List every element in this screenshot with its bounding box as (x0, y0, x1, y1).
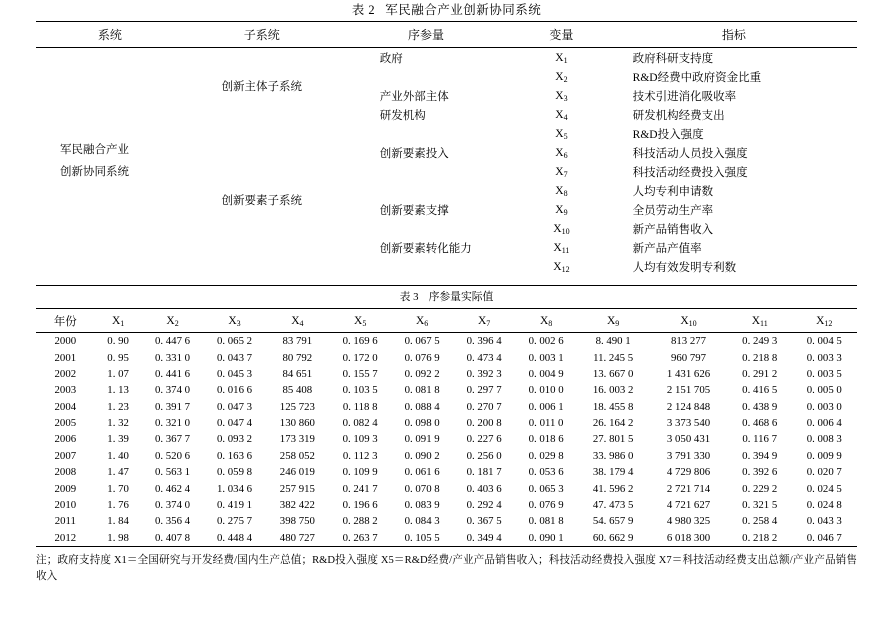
table3-col-x11: $X_{11}$ (751, 315, 768, 328)
table3-cell: 0. 118 8 (342, 400, 378, 413)
table3-cell: 0. 092 2 (404, 367, 440, 380)
table3-cell: 13. 667 0 (592, 367, 634, 380)
table2-indicator-cell: 人均专利申请数 (632, 185, 714, 198)
table3-cell: 80 792 (282, 351, 313, 364)
table3-cell: 0. 076 9 (404, 351, 440, 364)
table2-body (36, 48, 857, 277)
table3-cell-year: 2000 (54, 335, 77, 348)
table3-cell: 398 750 (279, 515, 315, 528)
table3-cell: 960 797 (670, 351, 707, 364)
table3-cell: 0. 024 5 (806, 482, 842, 495)
table3-col-x3: $X_3$ (228, 315, 241, 328)
table3-cell: 0. 005 0 (806, 384, 842, 397)
table2-indicator-cell: 人均有效发明专利数 (632, 261, 737, 274)
table3-cell: 0. 392 3 (466, 367, 502, 380)
table3-cell: 0. 172 0 (342, 351, 378, 364)
table3-container (0, 285, 893, 547)
table3-cell: 0. 297 7 (466, 384, 502, 397)
table3-cell: 3 373 540 (666, 417, 711, 430)
table3-cell-year: 2009 (54, 482, 77, 495)
table3-caption-number: 表 3 (399, 291, 419, 303)
table3-cell: 0. 046 7 (806, 531, 842, 544)
table3-cell: 6 018 300 (666, 531, 711, 544)
table3-cell: 0. 045 3 (216, 367, 253, 380)
table3-cell: 0. 258 4 (742, 515, 778, 528)
table3-cell: 33. 986 0 (592, 449, 634, 462)
table3-cell: 0. 441 6 (154, 367, 191, 380)
table3-cell: 0. 003 0 (806, 400, 842, 413)
table2-caption (36, 0, 857, 18)
table3-cell: 1. 07 (107, 367, 129, 380)
table2-variable-cell: $X_4$ (555, 108, 568, 122)
table3-cell: 0. 200 8 (466, 417, 502, 430)
table3-cell: 1. 32 (107, 417, 129, 430)
table3-row (36, 349, 857, 365)
table3-cell: 1. 40 (107, 449, 129, 462)
table3-cell: 3 050 431 (666, 433, 711, 446)
table3-cell: 0. 218 8 (742, 351, 778, 364)
table2-variable-cell: $X_{11}$ (553, 241, 570, 255)
table3-cell: 0. 002 6 (528, 335, 564, 348)
table2-variable-cell: $X_{12}$ (553, 260, 570, 274)
table2-row (36, 48, 857, 68)
table3-cell-year: 2008 (54, 466, 77, 479)
table3-row (36, 480, 857, 496)
table3-cell: 0. 249 3 (742, 335, 778, 348)
table3-cell: 0. 419 1 (216, 498, 253, 511)
table3-cell-year: 2002 (54, 367, 77, 380)
table3-cell: 1 431 626 (666, 367, 711, 380)
table3-cell: 0. 081 8 (404, 384, 440, 397)
table3-cell: 0. 229 2 (742, 482, 778, 495)
table3-cell: 0. 356 4 (154, 515, 191, 528)
table3-caption (36, 286, 857, 309)
table3-cell-year: 2011 (54, 515, 76, 528)
table2-indicator-cell: 新产品销售收入 (632, 223, 714, 236)
table2-order-cell: 研发机构 (379, 109, 426, 122)
table3-cell: 18. 455 8 (592, 400, 634, 413)
table3-cell: 0. 270 7 (466, 400, 502, 413)
table3-cell-year: 2007 (54, 449, 77, 462)
table3-col-x9: $X_9$ (606, 315, 620, 328)
table3-row (36, 415, 857, 431)
table2-system-cell (36, 48, 184, 277)
table3-col-year: 年份 (53, 316, 77, 328)
table3-cell: 1. 23 (107, 400, 129, 413)
table3-cell: 0. 043 7 (216, 351, 253, 364)
table2-variable-cell: $X_3$ (555, 89, 568, 103)
table2-order-cell: 产业外部主体 (379, 90, 449, 103)
table3-cell: 0. 091 9 (404, 433, 440, 446)
table3-cell: 0. 003 1 (528, 351, 564, 364)
table3-cell: 0. 116 7 (742, 433, 778, 446)
table3-cell: 0. 061 6 (404, 466, 440, 479)
table3-row (36, 497, 857, 513)
table2-order-cell (340, 181, 512, 200)
table2-system-line2: 创新协同系统 (60, 166, 129, 178)
table3-cell: 26. 164 2 (592, 417, 634, 430)
table3-cell: 246 019 (279, 466, 315, 479)
table3-cell: 480 727 (279, 531, 315, 544)
table3-col-x7: $X_7$ (477, 315, 491, 328)
table2-order-cell (340, 257, 512, 276)
table3-row (36, 333, 857, 350)
table3-cell: 27. 801 5 (592, 433, 634, 446)
table3-cell: 0. 275 7 (216, 515, 253, 528)
table2-col-order-param: 序参量 (407, 28, 444, 42)
table2-caption-number: 表 2 (351, 3, 376, 17)
table3-cell: 0. 407 8 (154, 531, 191, 544)
table3-cell: 47. 473 5 (592, 498, 634, 511)
table3-cell: 173 319 (279, 433, 315, 446)
table3-cell: 0. 004 5 (806, 335, 842, 348)
table2-container (0, 0, 893, 276)
table2-indicator-cell: 新产品产值率 (632, 242, 702, 255)
table2-order-cell (340, 219, 512, 238)
table3-cell: 2 151 705 (666, 384, 711, 397)
table2-order-cell: 创新要素转化能力 (379, 242, 472, 255)
table3-row (36, 366, 857, 382)
table3-row (36, 399, 857, 415)
table3-cell-year: 2005 (54, 417, 77, 430)
table3-cell: 0. 047 4 (216, 417, 253, 430)
table3-cell: 0. 088 4 (404, 400, 440, 413)
table3-cell: 0. 006 4 (806, 417, 842, 430)
table3-cell: 83 791 (282, 335, 313, 348)
table3-cell: 0. 391 7 (154, 400, 191, 413)
table3-row (36, 464, 857, 480)
table2-order-cell (340, 162, 512, 181)
table3-cell: 54. 657 9 (592, 515, 634, 528)
table2-variable-cell: $X_6$ (555, 146, 568, 160)
table3-cell: 0. 416 5 (742, 384, 778, 397)
table2-indicator-cell: R&D经费中政府资金比重 (632, 71, 762, 84)
table3-cell: 1. 034 6 (216, 482, 253, 495)
table3-cell: 0. 292 4 (466, 498, 502, 511)
table3-cell: 0. 462 4 (154, 482, 191, 495)
table2-order-cell: 创新要素投入 (379, 147, 449, 160)
table2-indicator-cell: 全员劳动生产率 (632, 204, 714, 217)
table3-cell-year: 2004 (54, 400, 77, 413)
table3-cell: 2 124 848 (666, 400, 711, 413)
table3-cell: 0. 016 6 (216, 384, 253, 397)
table3-cell: 0. 029 8 (528, 449, 564, 462)
table3-col-x8: $X_8$ (539, 315, 553, 328)
table3-cell: 0. 065 2 (216, 335, 253, 348)
table3-row (36, 431, 857, 447)
table3-col-x4: $X_4$ (291, 315, 304, 328)
table2-col-variable: 变量 (549, 28, 574, 42)
table3-cell: 0. 109 3 (342, 433, 378, 446)
table3-cell: 0. 367 5 (466, 515, 502, 528)
table3-cell: 0. 059 8 (216, 466, 253, 479)
table3-cell: 0. 263 7 (342, 531, 378, 544)
table2-indicator-cell: 研发机构经费支出 (632, 109, 725, 122)
table3-cell: 0. 468 6 (742, 417, 778, 430)
table2-indicator-cell: 科技活动经费投入强度 (632, 166, 748, 179)
table3-cell: 0. 155 7 (342, 367, 378, 380)
table2-order-cell (340, 124, 512, 143)
table3-cell: 1. 70 (107, 482, 129, 495)
table3-cell: 0. 067 5 (404, 335, 440, 348)
table3-cell: 0. 010 0 (528, 384, 564, 397)
table3-header-row (36, 309, 857, 333)
table2-variable-cell: $X_2$ (555, 70, 568, 84)
table3-cell: 0. 083 9 (404, 498, 440, 511)
table3-cell: 0. 004 9 (528, 367, 564, 380)
table3-caption-row (36, 286, 857, 309)
table3-cell: 0. 288 2 (342, 515, 378, 528)
table3-cell: 0. 018 6 (528, 433, 564, 446)
table3-cell: 84 651 (282, 367, 313, 380)
table3-cell: 0. 394 9 (742, 449, 778, 462)
table3-cell: 0. 081 8 (528, 515, 564, 528)
table2-variable-cell: $X_5$ (555, 127, 568, 141)
table3-cell: 0. 321 0 (154, 417, 191, 430)
table3-cell: 0. 256 0 (466, 449, 502, 462)
table3-cell: 3 791 330 (666, 449, 711, 462)
table3-cell: 0. 367 7 (154, 433, 191, 446)
table2-indicator-cell: 政府科研支持度 (632, 52, 714, 65)
table3-cell: 0. 082 4 (342, 417, 378, 430)
table3-cell: 41. 596 2 (592, 482, 634, 495)
table3-cell: 0. 403 6 (466, 482, 502, 495)
table3-cell: 11. 245 5 (593, 351, 634, 364)
table3-cell: 0. 163 6 (216, 449, 253, 462)
table2-header-row (36, 22, 857, 48)
table3-col-x2: $X_2$ (166, 315, 179, 328)
table3-cell: 0. 020 7 (806, 466, 842, 479)
table3-cell: 2 721 714 (666, 482, 711, 495)
table3-cell: 0. 349 4 (466, 531, 502, 544)
table2-variable-cell: $X_9$ (555, 203, 568, 217)
table3-cell: 125 723 (279, 400, 315, 413)
table2 (36, 21, 857, 276)
table-note: 注；政府支持度 X1＝全国研究与开发经费/国内生产总值；R&D投入强度 X5＝R&D经费/产业产品销售收入；科技活动经费投入强度 X7＝科技活动经费支出总额/产业产品销售收入 (36, 554, 857, 583)
table3-cell-year: 2001 (54, 351, 77, 364)
table3-cell: 0. 103 5 (342, 384, 378, 397)
table2-indicator-cell: 技术引进消化吸收率 (632, 90, 737, 103)
table2-order-cell: 创新要素支撑 (379, 204, 449, 217)
table3-cell: 257 915 (279, 482, 315, 495)
table3-cell: 0. 011 0 (528, 417, 564, 430)
table3-cell-year: 2012 (54, 531, 77, 544)
table3-cell: 0. 374 0 (154, 498, 191, 511)
table3-cell: 4 721 627 (666, 498, 711, 511)
table2-variable-cell: $X_7$ (555, 165, 568, 179)
table2-variable-cell: $X_8$ (555, 184, 568, 198)
table3-cell: 0. 070 8 (404, 482, 440, 495)
table3-cell: 1. 47 (107, 466, 129, 479)
table3-cell: 0. 291 2 (742, 367, 778, 380)
table3-cell: 0. 563 1 (154, 466, 191, 479)
table3-cell: 382 422 (279, 498, 315, 511)
table3-cell: 813 277 (670, 335, 707, 348)
table3-cell: 0. 098 0 (404, 417, 440, 430)
table2-variable-cell: $X_1$ (555, 51, 568, 65)
table2-subsystem-cell: 创新要素子系统 (221, 195, 302, 207)
table3-cell-year: 2003 (54, 384, 77, 397)
table3-cell: 0. 331 0 (154, 351, 191, 364)
table3-cell: 60. 662 9 (592, 531, 634, 544)
table3-cell: 38. 179 4 (592, 466, 634, 479)
table3-cell: 0. 95 (107, 351, 129, 364)
table2-indicator-cell: R&D投入强度 (632, 128, 704, 141)
table3-cell: 1. 76 (107, 498, 129, 511)
table3-cell: 0. 093 2 (216, 433, 253, 446)
table3-cell-year: 2010 (54, 498, 77, 511)
table3-cell: 0. 227 6 (466, 433, 502, 446)
table3-col-x6: $X_6$ (415, 315, 429, 328)
table3-cell: 0. 053 6 (528, 466, 564, 479)
table3 (36, 285, 857, 547)
table3-col-x12: $X_{12}$ (816, 315, 833, 328)
table3-cell-year: 2006 (54, 433, 77, 446)
table3-cell: 0. 105 5 (404, 531, 440, 544)
table3-caption-text: 序参量实际值 (428, 291, 494, 303)
table3-cell: 0. 218 2 (742, 531, 778, 544)
table3-cell: 0. 084 3 (404, 515, 440, 528)
table3-cell: 0. 438 9 (742, 400, 778, 413)
table2-indicator-cell: 科技活动人员投入强度 (632, 147, 748, 160)
table3-cell: 8. 490 1 (595, 335, 631, 348)
table3-cell: 0. 392 6 (742, 466, 778, 479)
table3-cell: 0. 006 1 (528, 400, 564, 413)
table3-cell: 4 729 806 (666, 466, 711, 479)
table3-cell: 0. 90 (107, 335, 129, 348)
table3-cell: 1. 13 (107, 384, 129, 397)
table3-cell: 0. 196 6 (342, 498, 378, 511)
table3-cell: 258 052 (279, 449, 315, 462)
table3-cell: 0. 047 3 (216, 400, 253, 413)
table3-cell: 1. 98 (107, 531, 129, 544)
table3-cell: 0. 448 4 (216, 531, 253, 544)
table3-cell: 0. 112 3 (342, 449, 378, 462)
table3-col-x10: $X_{10}$ (680, 315, 697, 328)
table3-cell: 0. 169 6 (342, 335, 378, 348)
table2-col-indicator: 指标 (721, 28, 746, 42)
table3-cell: 0. 241 7 (342, 482, 378, 495)
table2-order-cell: 政府 (379, 52, 403, 65)
table3-cell: 0. 003 3 (806, 351, 842, 364)
table3-cell: 0. 008 3 (806, 433, 842, 446)
table3-cell: 0. 520 6 (154, 449, 191, 462)
table3-row (36, 448, 857, 464)
table3-cell: 85 408 (282, 384, 313, 397)
table2-col-subsystem: 子系统 (243, 28, 280, 42)
table3-cell: 0. 473 4 (466, 351, 502, 364)
table3-cell: 0. 396 4 (466, 335, 502, 348)
table3-cell: 16. 003 2 (592, 384, 634, 397)
table2-order-cell (340, 67, 512, 86)
table3-col-x5: $X_5$ (354, 315, 367, 328)
table3-cell: 0. 009 9 (806, 449, 842, 462)
table3-cell: 1. 84 (107, 515, 129, 528)
table2-variable-cell: $X_{10}$ (553, 222, 570, 236)
table3-row (36, 513, 857, 529)
table2-subsystem-cell: 创新主体子系统 (221, 81, 302, 93)
table3-cell: 0. 003 5 (806, 367, 842, 380)
table3-row (36, 530, 857, 547)
table3-cell: 0. 109 9 (342, 466, 378, 479)
table2-caption-text: 军民融合产业创新协同系统 (385, 3, 542, 17)
table3-cell: 0. 090 1 (528, 531, 564, 544)
table3-cell: 0. 447 6 (154, 335, 191, 348)
table2-system-line1: 军民融合产业 (60, 144, 129, 157)
table3-cell: 4 980 325 (666, 515, 711, 528)
table3-cell: 130 860 (279, 417, 315, 430)
table3-row (36, 382, 857, 398)
table3-cell: 0. 090 2 (404, 449, 440, 462)
table3-col-x1: $X_1$ (111, 315, 125, 328)
table3-cell: 1. 39 (107, 433, 129, 446)
table3-cell: 0. 076 9 (528, 498, 564, 511)
table3-cell: 0. 321 5 (742, 498, 778, 511)
table3-cell: 0. 065 3 (528, 482, 564, 495)
table2-col-system: 系统 (97, 28, 122, 42)
table3-cell: 0. 181 7 (466, 466, 502, 479)
table3-cell: 0. 024 8 (806, 498, 842, 511)
table3-cell: 0. 043 3 (806, 515, 842, 528)
table3-cell: 0. 374 0 (154, 384, 191, 397)
